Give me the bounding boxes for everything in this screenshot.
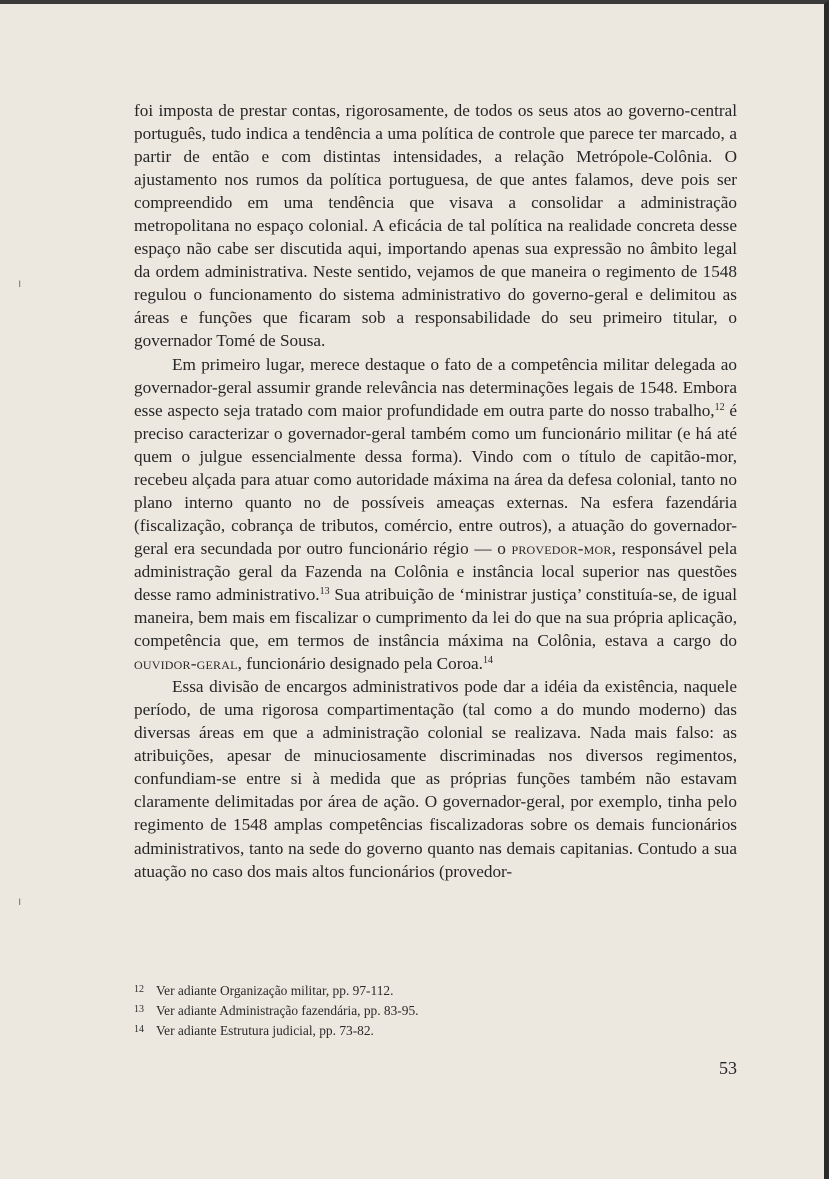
paragraph-text: Essa divisão de encargos administrativos pode dar a idéia da existência, naquele período, de uma rigorosa compartimentação (tal como a do mundo moderno) das diversas áreas em que a administração colonial se realizava. Nada mais falso: as atribuições, apesar de minuciosamente discriminadas nos diversos regimentos, confundiam-se entre si à medida que as próprias funções também não estavam claramente delimitadas por área de ação. O governador-geral, por exemplo, tinha pelo regimento de 1548 amplas competências fiscalizadoras sobre os demais funcionários administrativos, tanto na sede do governo quanto nas demais capitanias. Contudo a sua atuação no caso dos mais altos funcionários (provedor-	[134, 677, 737, 881]
footnote-number: 12	[134, 984, 144, 995]
body-text	[134, 99, 737, 883]
paragraph-text: é preciso caracterizar o governador-geral também como um funcionário militar (e há até quem o julgue essencialmente dessa forma). Vindo com o título de capitão-mor, recebeu alçada para atuar como autoridade máxima na área da defesa colonial, tanto no plano interno quanto no de possíveis ameaças externas. Na esfera fazendária (fiscalização, cobrança de tributos, comércio, entre outros), a atuação do governador-geral era secundada por outro funcionário régio — o	[134, 400, 737, 558]
footnote-reference: 13	[319, 585, 330, 597]
page-number: 53	[719, 1058, 737, 1078]
footnote-reference: 12	[714, 401, 725, 413]
paragraph	[134, 353, 737, 676]
paragraph-text: Sua atribuição de ‘ministrar justiça’ constituía-se, de igual maneira, bem mais em fiscalizar o cumprimento da lei do que na sua própria aplicação, competência que, em termos de instância máxima na Colônia, estava a cargo do	[134, 584, 737, 651]
footnote-number: 13	[134, 1004, 144, 1015]
footnote	[134, 1020, 737, 1040]
margin-mark: ı	[18, 276, 22, 290]
small-caps-term: ouvidor-geral	[134, 654, 238, 674]
paragraph-text: , funcionário designado pela Coroa.	[237, 654, 483, 674]
margin-mark: ı	[18, 894, 22, 908]
paragraph-text: , responsável pela administração geral da Fazenda na Colônia e instância local superior nas questões desse ramo administrativo.	[134, 538, 738, 604]
footnote	[134, 980, 737, 1000]
footnote	[134, 1000, 737, 1020]
paragraph-text: Em primeiro lugar, merece destaque o fato de a competência militar delegada ao governador-geral assumir grande relevância nas determinações legais de 1548. Embora esse aspecto seja tratado com maior profundidade em outra parte do nosso trabalho,	[134, 354, 737, 420]
paragraph	[134, 675, 737, 882]
paragraph	[134, 99, 737, 353]
footnote-reference: 14	[482, 655, 493, 667]
footnote-number: 14	[134, 1024, 144, 1035]
footnote-text: Ver adiante Administração fazendária, pp. 83-95.	[156, 1003, 419, 1018]
footnotes	[134, 980, 737, 1040]
footnote-text: Ver adiante Organização militar, pp. 97-112.	[156, 983, 394, 998]
footnote-text: Ver adiante Estrutura judicial, pp. 73-82.	[156, 1023, 374, 1038]
small-caps-term: provedor-mor	[511, 538, 612, 558]
paragraph-text: foi imposta de prestar contas, rigorosamente, de todos os seus atos ao governo-central português, tudo indica a tendência a uma política de controle que parece ter marcado, a partir de então e com distintas intensidades, a relação Metrópole-Colônia. O ajustamento nos rumos da política portuguesa, de que antes falamos, deve pois ser compreendido em uma tendência que visava a consolidar a administração metropolitana no espaço colonial. A eficácia de tal política na realidade concreta desse espaço não cabe ser discutida aqui, importando apenas sua expressão no âmbito legal da ordem administrativa. Neste sentido, vejamos de que maneira o regimento de 1548 regulou o funcionamento do sistema administrativo do governo-geral e delimitou as áreas e funções que ficaram sob a responsabilidade do seu primeiro titular, o governador Tomé de Sousa.	[134, 101, 737, 351]
